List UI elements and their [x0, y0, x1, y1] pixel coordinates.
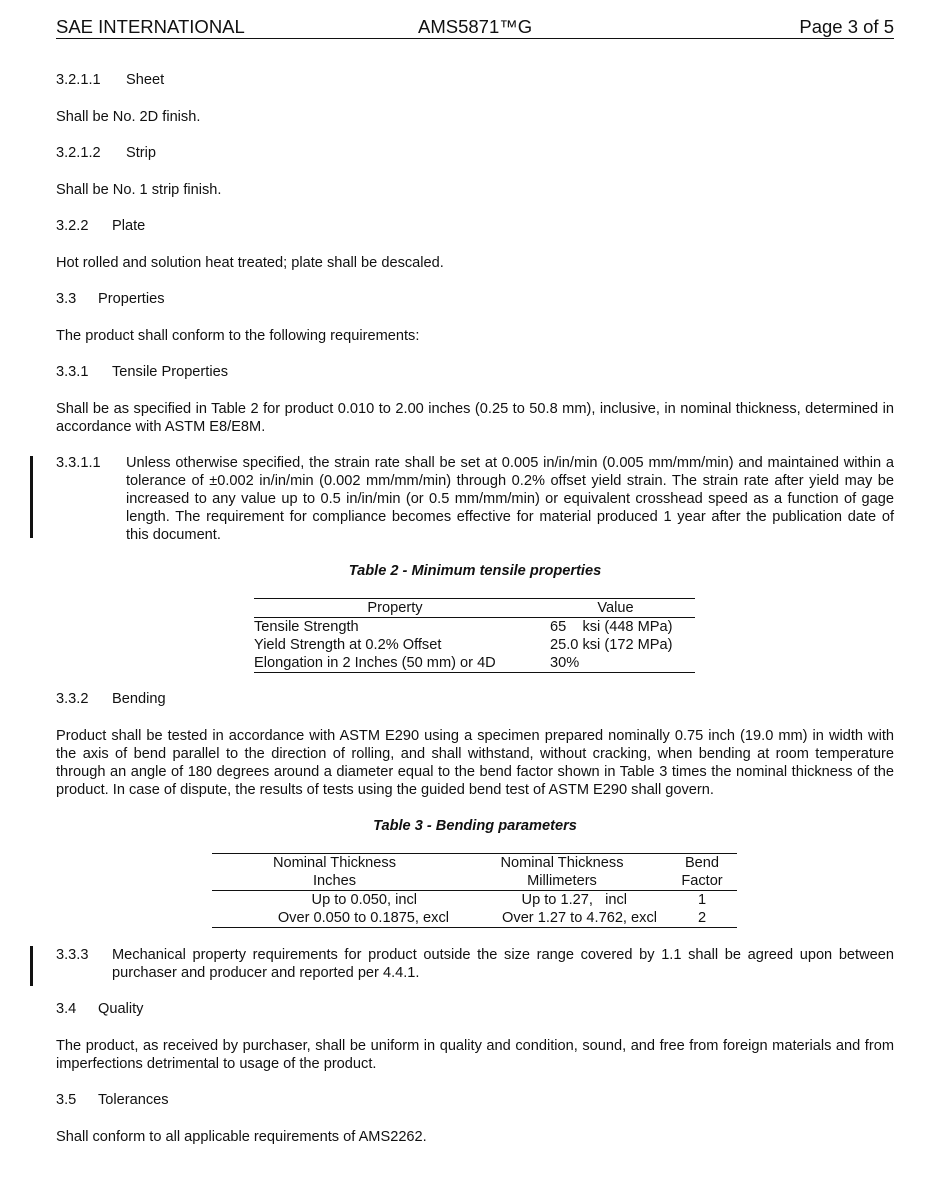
table-3-caption: Table 3 - Bending parameters — [373, 818, 577, 834]
table-cell: 65 ksi (448 MPa) — [550, 619, 673, 635]
table-cell: 25.0 ksi (172 MPa) — [550, 637, 673, 653]
section-number: 3.2.1.2 — [56, 145, 101, 161]
section-body: Shall be No. 2D finish. — [56, 109, 201, 125]
section-title: Strip — [126, 145, 157, 161]
table-cell: Up to 1.27, incl — [521, 892, 627, 908]
table-cell: 1 — [697, 892, 707, 908]
section-number: 3.5 — [56, 1092, 77, 1108]
section-body: Shall be as specified in Table 2 for product 0.010 to 2.00 inches (0.25 to 50.8 mm), inclusive, in nominal thickness, determined in accordance with ASTM E8/E8M. — [56, 401, 894, 435]
table-cell: Up to 0.050, incl — [311, 892, 417, 908]
table-2-caption: Table 2 - Minimum tensile properties — [348, 563, 602, 579]
table-row — [254, 636, 695, 654]
section-heading-3-4 — [56, 1000, 894, 1018]
section-body: Unless otherwise specified, the strain rate shall be set at 0.005 in/in/min (0.005 mm/mm/min) and maintained within a tolerance of ±0.002 in/in/min (0.002 mm/mm/min) through 0.2% offset yield strain. The strain rate after yield may be increased to any value up to 0.5 in/in/min (or 0.5 mm/mm/min) or equivalent crosshead speed as a function of gage length. The requirement for compliance becomes effective for material produced 1 year after the publication date of this document. — [126, 455, 894, 543]
table-cell: Tensile Strength — [254, 619, 359, 635]
header-org: SAE INTERNATIONAL — [56, 16, 245, 37]
section-heading-3-2-2 — [56, 217, 894, 235]
section-body: Hot rolled and solution heat treated; plate shall be descaled. — [56, 255, 444, 271]
section-number: 3.2.1.1 — [56, 72, 101, 88]
section-heading-3-3-1 — [56, 363, 894, 381]
section-title: Tensile Properties — [112, 364, 228, 380]
section-title: Properties — [98, 291, 165, 307]
table-cell: Over 0.050 to 0.1875, excl — [277, 910, 449, 926]
section-number: 3.3.1.1 — [56, 455, 101, 471]
table-header-cell: Value — [536, 599, 695, 618]
table-cell: Elongation in 2 Inches (50 mm) or 4D — [254, 655, 496, 671]
section-title: Quality — [98, 1001, 144, 1017]
section-number: 3.3.3 — [56, 947, 89, 963]
section-title: Bending — [112, 691, 166, 707]
page-header — [56, 16, 894, 39]
section-body: The product shall conform to the following requirements: — [56, 328, 420, 344]
table-2 — [254, 598, 695, 673]
table-header-cell: Bend — [684, 855, 720, 871]
section-heading-3-2-1-2 — [56, 144, 894, 162]
table-3 — [212, 853, 737, 928]
table-cell: Yield Strength at 0.2% Offset — [254, 637, 442, 653]
section-number: 3.4 — [56, 1001, 77, 1017]
section-number: 3.3.2 — [56, 691, 89, 707]
section-body: Shall be No. 1 strip finish. — [56, 182, 222, 198]
section-title: Plate — [112, 218, 146, 234]
table-header-cell: Property — [254, 599, 536, 618]
section-number: 3.3 — [56, 291, 77, 307]
table-row — [212, 891, 737, 910]
table-row — [254, 654, 695, 673]
table-header-cell: Nominal Thickness — [272, 855, 396, 871]
table-header-cell: Nominal Thickness — [500, 855, 624, 871]
section-body: The product, as received by purchaser, shall be uniform in quality and condition, sound, and free from foreign materials and from imperfections detrimental to usage of the product. — [56, 1038, 894, 1072]
section-heading-3-2-1-1 — [56, 71, 894, 89]
section-title: Tolerances — [98, 1092, 169, 1108]
section-body: Product shall be tested in accordance with ASTM E290 using a specimen prepared nominally 0.75 inch (19.0 mm) in width with the axis of bend parallel to the direction of rolling, and shall withstand, without cracking, when bending at room temperature through an angle of 180 degrees around a diameter equal to the bend factor shown in Table 3 times the nominal thickness of the product. In case of dispute, the results of tests using the guided bend test of ASTM E290 shall govern. — [56, 728, 894, 798]
table-header-cell: Inches — [212, 872, 457, 891]
table-row — [254, 618, 695, 637]
table-header-cell: Millimeters — [457, 872, 667, 891]
section-number: 3.2.2 — [56, 218, 89, 234]
section-title: Sheet — [126, 72, 165, 88]
table-cell: Over 1.27 to 4.762, excl — [502, 910, 657, 926]
table-row — [212, 909, 737, 928]
section-number: 3.3.1 — [56, 364, 89, 380]
header-page-number: Page 3 of 5 — [799, 16, 894, 37]
change-bar — [30, 456, 33, 538]
section-body: Mechanical property requirements for product outside the size range covered by 1.1 shall be agreed upon between purchaser and producer and reported per 4.4.1. — [112, 947, 894, 981]
table-cell: 2 — [697, 910, 707, 926]
change-bar — [30, 946, 33, 986]
section-heading-3-3-2 — [56, 690, 894, 708]
section-body: Shall conform to all applicable requirements of AMS2262. — [56, 1129, 427, 1145]
section-heading-3-5 — [56, 1091, 894, 1109]
table-header-cell: Factor — [667, 872, 737, 891]
section-heading-3-3 — [56, 290, 894, 308]
header-doc-id: AMS5871™G — [418, 16, 533, 37]
table-cell: 30% — [550, 655, 580, 671]
